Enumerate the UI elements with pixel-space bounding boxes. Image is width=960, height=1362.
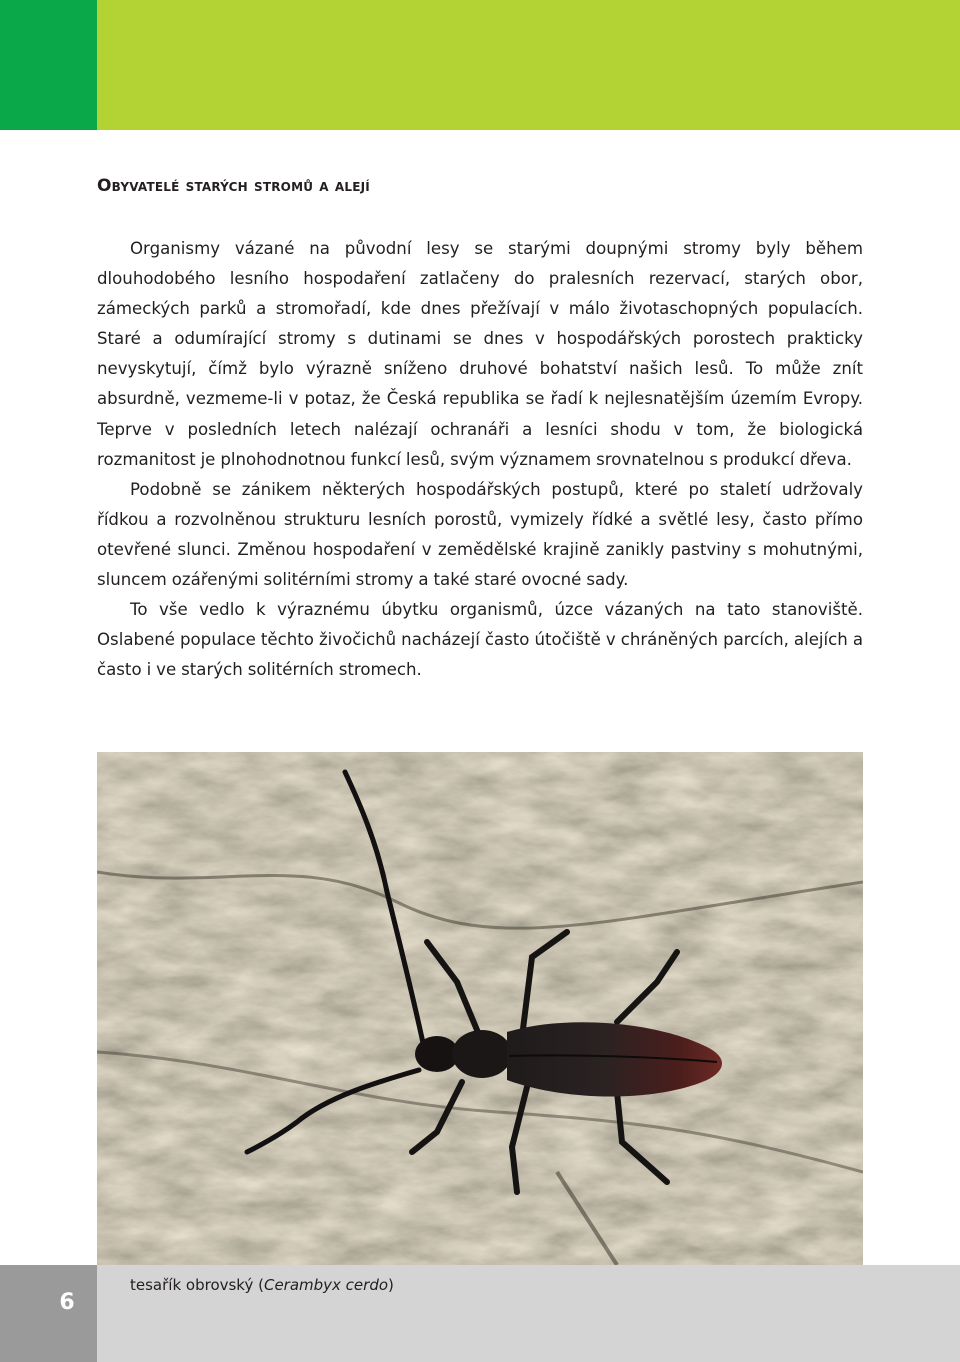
paragraph-1: Organismy vázané na původní lesy se starými doupnými stromy byly během dlouhodobého lesního hospodaření zatlačeny do pralesních rezervací, starých obor, zámeckých parků a stromořadí, kde dnes přežívají v málo životaschopných populacích. Staré a odumírající stromy s dutinami se dnes v hospodářských porostech prakticky nevyskytují, čímž bylo výrazně sníženo druhové bohatství našich lesů. To může znít absurdně, vezmeme-li v potaz, že Česká republika se řadí k nejlesnatějším územím Evropy. Teprve v posledních letech nalézají ochranáři a lesníci shodu v tom, že biologická rozmanitost je plnohodnotnou funkcí lesů, svým významem srovnatelnou s produkcí dřeva. [97, 239, 863, 469]
caption-common-name: tesařík obrovský [130, 1276, 254, 1294]
caption-open-paren: ( [253, 1276, 264, 1294]
caption-close-paren: ) [388, 1276, 394, 1294]
paragraph-2: Podobně se zánikem některých hospodářských postupů, které po staletí udržovaly řídkou a rozvolněnou strukturu lesních porostů, vymizely řídké a světlé lesy, často přímo otevřené slunci. Změnou hospodaření v zemědělské krajině zanikly pastviny s mohutnými, sluncem ozářenými solitérními stromy a také staré ovocné sady. [97, 479, 863, 590]
header-band-dark [0, 0, 97, 130]
beetle-photo [97, 752, 863, 1265]
paragraph-3: To vše vedlo k výraznému úbytku organismů, úzce vázaných na tato stanoviště. Oslabené populace těchto živočichů nacházejí často útočiště v chráněných parcích, alejích a často i ve starých solitérních stromech. [97, 600, 863, 680]
header-band-light [97, 0, 960, 130]
section-heading: Obyvatelé starých stromů a alejí [97, 176, 370, 196]
caption-latin-name: Cerambyx cerdo [263, 1276, 389, 1294]
article-body [97, 234, 863, 685]
page-number: 6 [59, 1290, 75, 1315]
photo-caption [130, 1276, 394, 1294]
